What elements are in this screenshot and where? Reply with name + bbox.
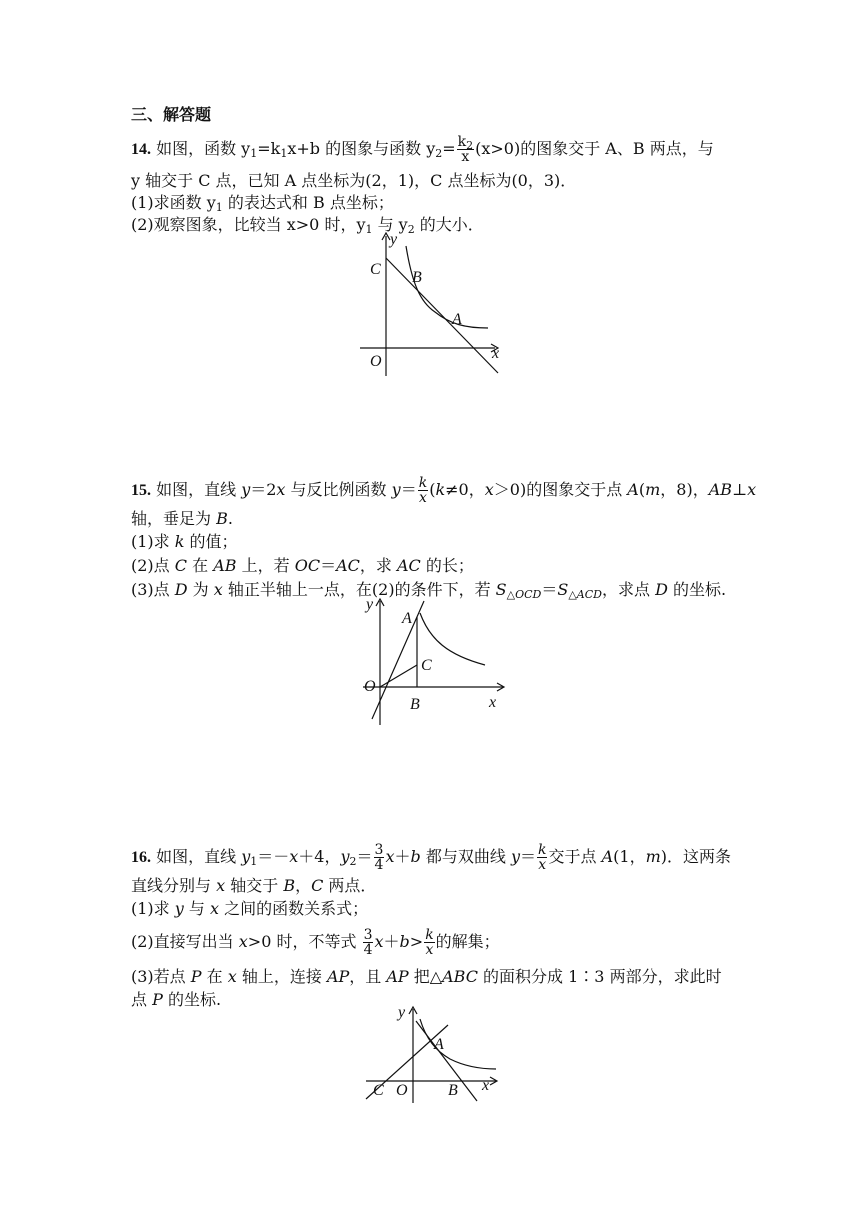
q15-text: 上，若 [236,556,295,575]
q14-text: x+b 的图象与函数 y [287,139,436,158]
q15-text: (1)求 [131,532,175,551]
q16-var: x [385,847,395,866]
q15-label-b: B [410,696,420,713]
q16-var: b [410,847,421,866]
q14-label-x: x [492,345,500,362]
q14-line-3 [131,192,394,214]
q14-label-b: B [412,269,422,286]
q16-frac-den: x [538,857,547,873]
q16-var: x [374,932,384,951]
q14-number: 14. [131,141,151,158]
q16-fraction-4 [424,928,434,957]
q15-text: 的长； [420,556,474,575]
q16-var: m [645,847,661,866]
q15-text: ＝ [320,556,337,575]
q15-number: 15. [131,482,151,499]
q16-text: 都与双曲线 [420,847,511,866]
q16-var: C [311,876,324,895]
q16-var: x [216,876,226,895]
q14-text: 与 y [372,215,408,234]
q16-text: 的解集； [435,932,500,951]
q15-text: 轴正半轴上一点，在(2)的条件下，若 [222,580,496,599]
q15-frac-den: x [418,490,427,506]
q15-text: ＝ [541,580,558,599]
q14-frac-den: x [461,149,470,165]
q14-frac-num: k [457,134,467,150]
q15-line-1 [131,476,756,505]
q15-text: 的值； [184,532,238,551]
q16-text: (3)若点 [131,967,191,986]
q16-label-c: C [373,1082,384,1099]
q15-text: 的坐标. [667,580,727,599]
q16-frac-den: 4 [374,857,384,873]
q14-text: (2)观察图象，比较当 x>0 时，y [131,215,366,234]
q16-text: 两点． [323,876,377,895]
q16-frac-num: 3 [363,927,373,943]
q16-label-b: B [448,1082,458,1099]
q15-var: x [276,480,286,499]
q16-text: (1， [613,847,646,866]
q16-text: 如图，直线 [151,847,242,866]
q15-line-4 [131,555,474,577]
q16-frac-den: 4 [363,942,373,958]
q16-text: ＝ [356,847,373,866]
q15-frac-num: k [418,475,428,491]
q16-text: 轴交于 [225,876,284,895]
q16-text: 点 [131,990,153,1009]
q15-label-o: O [364,678,376,695]
q15-text: 为 [187,580,214,599]
q15-text: (2)点 [131,556,175,575]
q16-var: x [210,899,220,918]
q14-label-y-axis: y [390,231,398,248]
q15-line-3 [131,531,238,553]
q15-text: ⊥ [732,480,748,499]
q15-label-c: C [421,657,432,674]
q16-line-5 [131,966,722,988]
q14-line-2: y 轴交于 C 点，已知 A 点坐标为(2，1)，C 点坐标为(0，3)． [131,171,577,190]
q16-var: P [152,990,163,1009]
q16-var: y [510,847,520,866]
q16-text: 把△ [408,967,443,986]
q14-text: (x>0)的图象交于 A、B 两点，与 [475,139,714,158]
q16-text: >0 时，不等式 [247,932,362,951]
q15-var: x [213,580,223,599]
q15-var: y [241,480,251,499]
q15-text: ( [638,480,646,499]
q16-var: y [340,847,350,866]
q16-var: A [601,847,614,866]
q16-frac-num: k [538,842,547,858]
q14-text: =k [257,139,281,158]
q15-line-2 [131,508,233,530]
q15-text: (3)点 [131,580,175,599]
q15-var: S [495,580,507,599]
q15-var: S [557,580,569,599]
q15-label-a: A [402,610,412,627]
q15-text: ＝2 [250,480,277,499]
q16-text: (1)求 [131,899,175,918]
q16-text: 的坐标. [162,990,222,1009]
q14-frac-sub: 2 [466,139,474,152]
q15-text: ，8)， [660,480,709,499]
q14-figure [350,228,510,378]
q16-frac-num: 3 [374,842,384,858]
q16-figure [362,1003,510,1105]
q16-text: > [409,932,424,951]
q16-var: y [241,847,251,866]
q15-var: x [484,480,494,499]
q15-text: ＞0)的图象交于点 [493,480,628,499]
q15-var: k [174,532,185,551]
q16-fraction-1 [374,843,385,872]
q14-hyperbola-y2 [406,246,488,328]
q16-label-y: y [398,1004,406,1021]
q15-var: m [645,480,661,499]
q14-sub: 1 [280,147,288,160]
q16-var: AP [386,967,409,986]
q15-text: ，求 [359,556,397,575]
q16-text: (2)直接写出当 [131,932,239,951]
q14-text: = [442,139,456,158]
q16-text: ＝－ [257,847,290,866]
q14-sub: 2 [435,147,443,160]
q16-sub: 2 [349,855,357,868]
q15-segment-oc [380,665,417,687]
q16-frac-num: k [425,927,434,943]
q15-sub: △OCD [506,588,542,601]
q16-number: 16. [131,849,151,866]
q15-label-y: y [366,596,374,613]
q15-sub: △ACD [568,588,602,601]
q16-var: y [174,899,184,918]
q16-text: ＋ [383,932,400,951]
q14-label-a: A [452,311,462,328]
q16-var: ABC [442,967,478,986]
q16-frac-den: x [425,942,434,958]
q16-sub: 1 [250,855,258,868]
q14-label-o: O [370,353,382,370]
q14-text: 的表达式和 B 点坐标； [222,193,394,212]
q14-sub: 1 [250,147,258,160]
q14-text: (1)求函数 y [131,193,216,212]
q16-var: P [190,967,202,986]
q14-sub: 1 [365,223,373,236]
q14-sub: 1 [215,201,223,214]
q15-text: 在 [187,556,214,575]
q15-figure [358,595,508,730]
q16-text: 的面积分成 1∶3 两部分，求此时 [477,967,722,986]
q16-fraction-2 [537,843,547,872]
q16-line-4 [131,928,500,957]
q15-var: C [174,556,188,575]
q15-text: ＝ [400,480,417,499]
section-title: 三、解答题 [131,105,212,124]
q15-var: B [216,509,228,528]
q16-text: 交于点 [548,847,602,866]
q14-line-y1 [386,258,498,373]
q14-text: 如图，函数 y [156,139,251,158]
q16-line-3 [131,898,368,920]
q16-var: x [289,847,299,866]
q16-label-a: A [434,1036,444,1053]
q16-text: 轴上，连接 [236,967,327,986]
q15-var: OC [294,556,321,575]
q15-text: ≠0， [445,480,485,499]
q15-label-x: x [489,694,497,711]
q14-fraction [457,135,474,164]
q16-var: x [238,932,248,951]
q16-text: ＝ [519,847,536,866]
q15-var: AB [213,556,237,575]
q16-text: ＋4， [298,847,341,866]
q16-label-o: O [396,1082,408,1099]
q16-hyperbola [420,1019,496,1069]
q15-text: 轴，垂足为 [131,509,217,528]
q15-text: 与反比例函数 [285,480,392,499]
q16-text: ， [295,876,312,895]
q15-var: D [174,580,188,599]
q16-line-2 [131,875,376,897]
q15-var: AC [336,556,360,575]
q14-text: 的大小． [414,215,484,234]
q15-var: AB [708,480,733,499]
q16-var: b [399,932,410,951]
q16-var: AP [326,967,350,986]
q16-label-x: x [482,1077,490,1094]
q15-text: . [227,509,233,528]
q16-var: x [227,967,237,986]
q15-text: ，求点 [601,580,656,599]
q15-var: A [627,480,639,499]
q16-var: B [283,876,296,895]
q14-label-c: C [370,261,381,278]
q16-text: )．这两条 [660,847,731,866]
q15-var: AC [396,556,421,575]
q15-fraction [418,476,428,505]
q15-text: ( [429,480,436,499]
q14-line-1 [131,135,714,164]
q15-var: x [747,480,757,499]
q16-line-1 [131,843,731,872]
q16-text: 在 [201,967,228,986]
q15-text: 如图，直线 [151,480,242,499]
q15-var: k [435,480,446,499]
q15-var: y [391,480,401,499]
q15-var: D [655,580,668,599]
q16-fraction-3 [363,928,374,957]
q16-text: 之间的函数关系式； [219,899,369,918]
q16-text: 与 [183,899,210,918]
q14-sub: 2 [407,223,415,236]
q16-text: 直线分别与 [131,876,217,895]
q16-line-6 [131,989,221,1011]
q16-text: ＋ [394,847,411,866]
q16-text: ，且 [349,967,387,986]
